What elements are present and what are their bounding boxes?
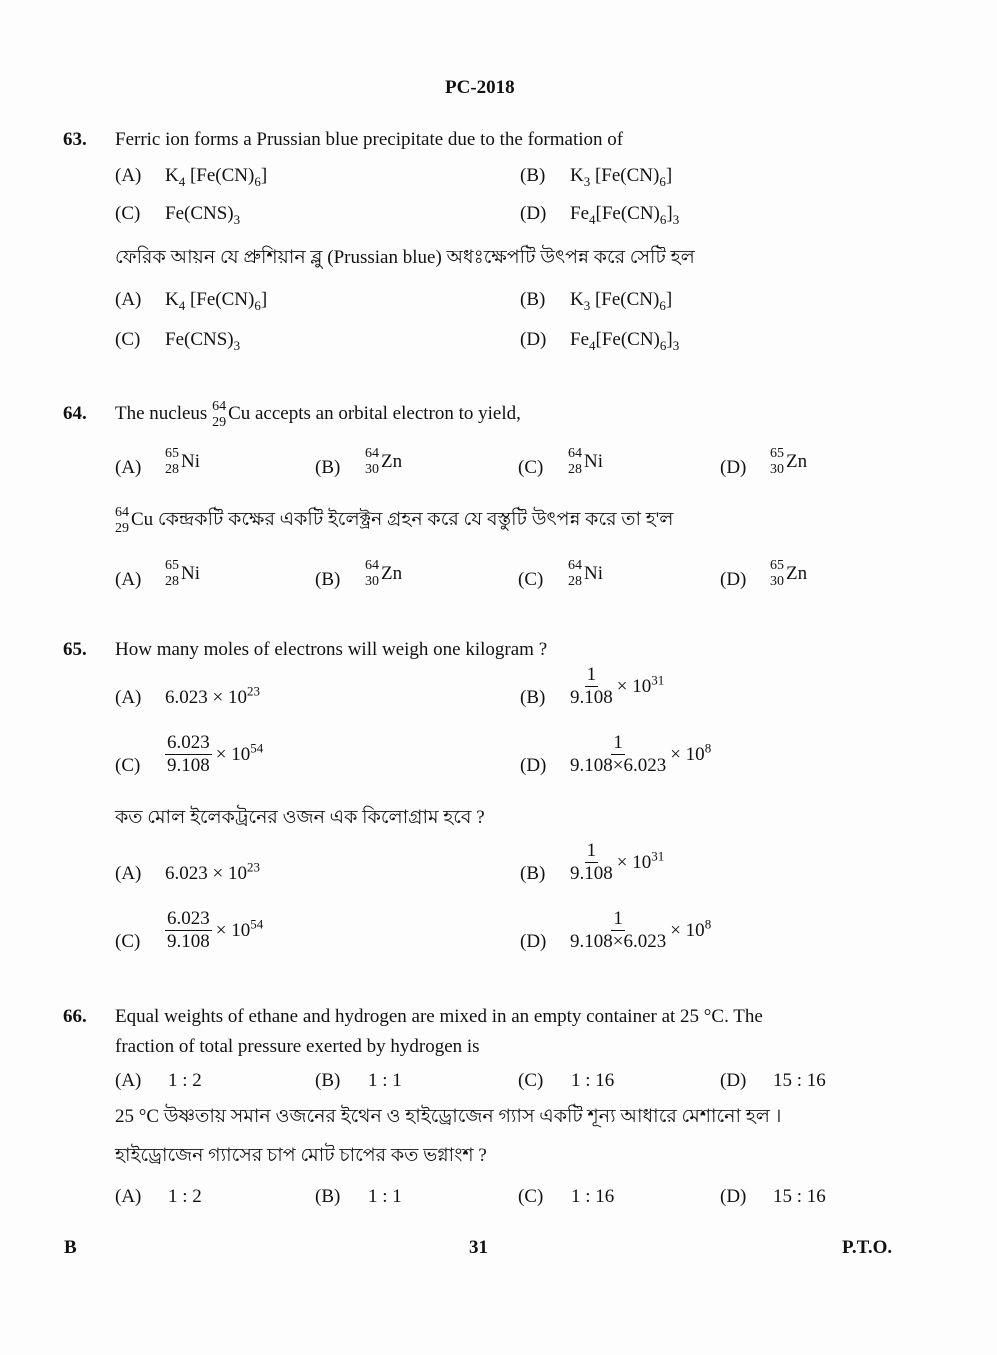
numerator: 1	[613, 908, 623, 929]
fraction	[570, 840, 613, 885]
atomic-number: 30	[770, 574, 784, 589]
base: × 10	[670, 919, 705, 941]
atomic-number: 28	[165, 462, 179, 477]
question-number: 63.	[63, 129, 87, 150]
mass-number: 64	[212, 398, 227, 414]
isotope-numbers	[770, 446, 784, 478]
element-symbol: Zn	[786, 563, 808, 584]
option-formula	[165, 164, 267, 188]
numerator: 1	[586, 664, 597, 685]
formula-part: K	[570, 289, 584, 310]
question-text-bengali	[115, 500, 673, 540]
option-label: (C)	[518, 1186, 544, 1207]
formula-part: [Fe(CN)	[185, 289, 255, 310]
exponent: 31	[651, 848, 665, 864]
option-label: (C)	[518, 1070, 544, 1091]
atomic-number: 28	[165, 574, 179, 589]
text: Cu কেন্দ্রকটি কক্ষের একটি ইলেক্ট্রন গ্রহন করে যে বস্তুটি উৎপন্ন করে তা হ'ল	[131, 509, 674, 530]
option-label: (A)	[115, 687, 142, 708]
question-text-bengali: হাইড্রোজেন গ্যাসের চাপ মোট চাপের কত ভগ্নাংশ ?	[115, 1145, 487, 1166]
option-label: (C)	[115, 931, 141, 952]
option-label: (C)	[518, 457, 544, 478]
page-number: 31	[469, 1237, 488, 1258]
question-number: 64.	[63, 403, 87, 424]
numerator: 1	[613, 732, 623, 753]
denominator: 9.108×6.023	[570, 755, 667, 776]
isotope-numbers	[568, 558, 582, 590]
numerator: 6.023	[167, 732, 210, 753]
element-symbol: Ni	[181, 451, 200, 472]
formula-part: Fe(CNS)	[165, 329, 234, 350]
isotope-numbers	[568, 446, 582, 478]
multiplier	[215, 740, 264, 767]
isotope-numbers	[165, 558, 179, 590]
option-label: (C)	[115, 203, 141, 224]
question-text	[115, 394, 521, 434]
question-text: fraction of total pressure exerted by hydrogen is	[115, 1036, 480, 1057]
mass-number: 65	[165, 446, 179, 461]
element-symbol: Ni	[584, 451, 603, 472]
formula-part: ]	[260, 165, 268, 186]
option-formula	[165, 288, 267, 312]
formula-part: K	[165, 289, 179, 310]
mass-number: 64	[115, 504, 129, 520]
element-symbol: Zn	[381, 563, 403, 584]
option-formula	[570, 202, 679, 226]
option-value: 1 : 2	[168, 1070, 202, 1091]
formula-part: 6	[659, 211, 667, 227]
multiplier	[670, 740, 712, 767]
denominator: 9.108	[570, 687, 613, 708]
option-label: (A)	[115, 165, 142, 186]
question-number: 66.	[63, 1006, 87, 1027]
question-text-bengali: কত মোল ইলেকট্রনের ওজন এক কিলোগ্রাম হবে ?	[115, 807, 485, 828]
exponent: 54	[250, 916, 264, 932]
formula-part: ]	[260, 289, 268, 310]
formula-part: 4	[589, 337, 596, 353]
formula-part: Fe(CNS)	[165, 203, 234, 224]
footer-pto: P.T.O.	[842, 1237, 893, 1258]
option-label: (B)	[315, 569, 341, 590]
numerator: 1	[586, 840, 597, 861]
fraction	[570, 732, 666, 777]
denominator: 9.108×6.023	[570, 931, 667, 952]
fraction	[570, 908, 666, 953]
isotope-numbers	[365, 446, 379, 478]
option-label: (C)	[115, 755, 141, 776]
formula-part: 3	[672, 211, 680, 227]
formula-part: 3	[233, 211, 241, 227]
option-value: 1 : 1	[368, 1186, 402, 1207]
option-formula	[570, 164, 672, 188]
option-label: (A)	[115, 569, 142, 590]
option-formula	[570, 328, 679, 352]
formula-part: [Fe(CN)	[595, 203, 660, 224]
option-value	[165, 683, 260, 710]
formula-part: K	[570, 165, 584, 186]
formula-part: 6	[254, 173, 261, 189]
formula-part: 3	[583, 173, 591, 189]
exponent: 23	[246, 683, 260, 699]
option-label: (C)	[518, 569, 544, 590]
exponent: 31	[651, 672, 665, 688]
question-number: 65.	[63, 639, 87, 660]
mass-number: 65	[770, 558, 784, 573]
formula-part: K	[165, 165, 179, 186]
element-symbol: Zn	[786, 451, 808, 472]
option-nuclide	[568, 558, 603, 590]
text: The nucleus	[115, 403, 208, 424]
mass-number: 64	[568, 446, 582, 461]
option-label: (D)	[720, 1186, 747, 1207]
base: × 10	[616, 851, 652, 873]
element-symbol: Ni	[584, 563, 603, 584]
formula-part: 3	[233, 337, 241, 353]
option-value: 15 : 16	[773, 1186, 826, 1207]
option-nuclide	[365, 446, 402, 478]
option-value	[566, 664, 664, 709]
question-text-bengali: ফেরিক আয়ন যে প্রুশিয়ান ব্লু (Prussian blue) অধঃক্ষেপটি উৎপন্ন করে সেটি হল	[115, 247, 695, 268]
atomic-number: 28	[568, 462, 582, 477]
option-label: (B)	[520, 289, 546, 310]
option-value	[566, 732, 711, 777]
base: × 10	[215, 919, 251, 941]
fraction	[570, 664, 613, 709]
base: × 10	[670, 743, 705, 765]
option-label: (A)	[115, 863, 142, 884]
option-label: (D)	[520, 755, 547, 776]
footer-set-code: B	[64, 1237, 77, 1258]
question-text: Equal weights of ethane and hydrogen are mixed in an empty container at 25 °C. The	[115, 1006, 763, 1027]
denominator: 9.108	[167, 931, 210, 952]
option-label: (C)	[115, 329, 141, 350]
page-header: PC-2018	[445, 77, 515, 98]
option-label: (D)	[720, 569, 747, 590]
option-value: 1 : 1	[368, 1070, 402, 1091]
base: 6.023 × 10	[165, 863, 247, 884]
option-label: (D)	[520, 931, 547, 952]
numerator: 6.023	[167, 908, 210, 929]
base: × 10	[215, 743, 251, 765]
multiplier	[670, 916, 712, 943]
formula-part: ]	[665, 289, 673, 310]
fraction	[165, 732, 212, 777]
option-formula	[165, 328, 240, 352]
atomic-number: 29	[115, 520, 129, 536]
option-value	[165, 859, 260, 886]
option-value	[566, 908, 711, 953]
question-text: Ferric ion forms a Prussian blue precipitate due to the formation of	[115, 129, 624, 150]
option-formula	[165, 202, 240, 226]
exponent: 8	[704, 916, 712, 932]
formula-part: ]	[666, 329, 673, 350]
option-nuclide	[568, 446, 603, 478]
multiplier	[215, 916, 264, 943]
option-label: (B)	[520, 687, 546, 708]
isotope-numbers	[165, 446, 179, 478]
option-nuclide	[770, 446, 807, 478]
option-label: (B)	[315, 1186, 341, 1207]
formula-part: Fe	[570, 329, 589, 350]
atomic-number: 30	[365, 574, 379, 589]
isotope-numbers	[770, 558, 784, 590]
mass-number: 64	[365, 446, 379, 461]
question-text-bengali: 25 °C উষ্ণতায় সমান ওজনের ইথেন ও হাইড্রোজেন গ্যাস একটি শূন্য আধারে মেশানো হল ।	[115, 1106, 782, 1127]
option-nuclide	[165, 558, 200, 590]
base: 6.023 × 10	[165, 687, 247, 708]
option-label: (D)	[720, 1070, 747, 1091]
formula-part: 6	[254, 297, 261, 313]
formula-part: Fe	[570, 203, 589, 224]
formula-part: ]	[666, 203, 673, 224]
formula-part: [Fe(CN)	[590, 289, 660, 310]
base: × 10	[616, 675, 652, 697]
option-value: 1 : 2	[168, 1186, 202, 1207]
formula-part: 6	[659, 173, 666, 189]
atomic-number: 28	[568, 574, 582, 589]
formula-part: [Fe(CN)	[590, 165, 660, 186]
option-value	[161, 732, 263, 777]
exponent: 8	[704, 740, 712, 756]
mass-number: 64	[365, 558, 379, 573]
mass-number: 64	[568, 558, 582, 573]
text: Cu accepts an orbital electron to yield,	[228, 403, 521, 424]
option-label: (A)	[115, 289, 142, 310]
option-label: (D)	[720, 457, 747, 478]
option-label: (A)	[115, 457, 142, 478]
formula-part: [Fe(CN)	[185, 165, 255, 186]
option-value: 1 : 16	[571, 1186, 615, 1207]
formula-part: 4	[178, 297, 186, 313]
nucleus	[115, 505, 131, 537]
multiplier	[616, 672, 665, 699]
formula-part: 3	[583, 297, 591, 313]
mass-number: 65	[165, 558, 179, 573]
exponent: 23	[246, 859, 260, 875]
nucleus	[212, 399, 228, 431]
option-value: 1 : 16	[571, 1070, 615, 1091]
option-label: (D)	[520, 203, 547, 224]
formula-part: 6	[659, 297, 666, 313]
option-label: (A)	[115, 1186, 142, 1207]
option-label: (D)	[520, 329, 547, 350]
question-text: How many moles of electrons will weigh one kilogram ?	[115, 639, 548, 660]
option-label: (B)	[520, 165, 546, 186]
formula-part: 6	[659, 337, 667, 353]
atomic-number: 29	[212, 414, 227, 430]
formula-part: 4	[589, 211, 596, 227]
mass-number: 65	[770, 446, 784, 461]
formula-part: ]	[665, 165, 673, 186]
formula-part: 3	[672, 337, 680, 353]
formula-part: [Fe(CN)	[595, 329, 660, 350]
isotope-numbers	[365, 558, 379, 590]
option-formula	[570, 288, 672, 312]
fraction	[165, 908, 212, 953]
option-value	[161, 908, 263, 953]
atomic-number: 30	[770, 462, 784, 477]
formula-part: 4	[178, 173, 186, 189]
element-symbol: Zn	[381, 451, 403, 472]
option-label: (B)	[315, 1070, 341, 1091]
option-value	[566, 840, 664, 885]
atomic-number: 30	[365, 462, 379, 477]
denominator: 9.108	[570, 863, 613, 884]
element-symbol: Ni	[181, 563, 200, 584]
option-label: (A)	[115, 1070, 142, 1091]
option-nuclide	[365, 558, 402, 590]
denominator: 9.108	[167, 755, 210, 776]
exponent: 54	[250, 740, 264, 756]
option-nuclide	[770, 558, 807, 590]
option-value: 15 : 16	[773, 1070, 826, 1091]
multiplier	[616, 848, 665, 875]
option-nuclide	[165, 446, 200, 478]
option-label: (B)	[520, 863, 546, 884]
option-label: (B)	[315, 457, 341, 478]
